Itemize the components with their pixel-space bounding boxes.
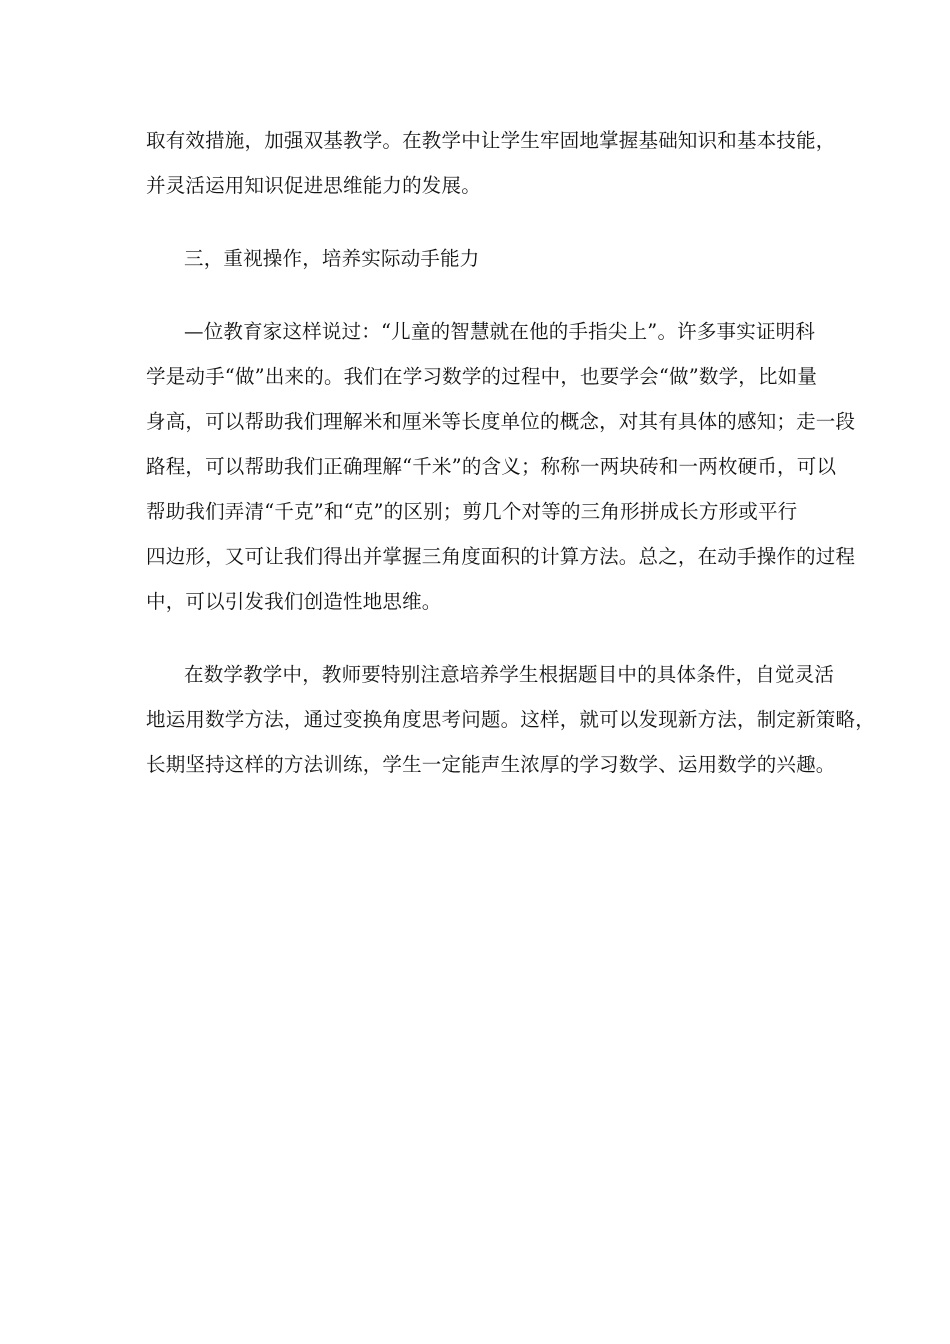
paragraph-line: 帮助我们弄清“千克”和“克”的区别；剪几个对等的三角形拼成长方形或平行 <box>146 500 798 523</box>
paragraph-line: —位教育家这样说过：“儿童的智慧就在他的手指尖上”。许多事实证明科 <box>184 320 816 343</box>
paragraph-line: 地运用数学方法，通过变换角度思考问题。这样，就可以发现新方法，制定新策略， <box>146 708 875 731</box>
paragraph-2 <box>146 309 856 624</box>
paragraph-line: 中，可以引发我们创造性地思维。 <box>146 590 442 613</box>
paragraph-spacer <box>146 208 810 236</box>
paragraph-line: 四边形，又可让我们得出并掌握三角度面积的计算方法。总之，在动手操作的过程 <box>146 545 856 568</box>
paragraph-line: 长期坚持这样的方法训练，学生一定能声生浓厚的学习数学、运用数学的兴趣。 <box>146 753 836 776</box>
paragraph-line: 身高，可以帮助我们理解米和厘米等长度单位的概念，对其有具体的感知；走一段 <box>146 410 856 433</box>
paragraph-spacer <box>146 624 810 652</box>
paragraph-1 <box>146 118 836 208</box>
paragraph-3 <box>146 652 875 787</box>
paragraph-line: 在数学教学中，教师要特别注意培养学生根据题目中的具体条件，自觉灵活 <box>184 663 835 686</box>
section-heading: 三，重视操作，培养实际动手能力 <box>184 247 480 270</box>
paragraph-line: 取有效措施，加强双基教学。在教学中让学生牢固地掌握基础知识和基本技能， <box>146 129 836 152</box>
document-body <box>146 118 875 787</box>
paragraph-line: 路程，可以帮助我们正确理解“千米”的含义；称称一两块砖和一两枚硬币，可以 <box>146 455 837 478</box>
paragraph-line: 并灵活运用知识促进思维能力的发展。 <box>146 174 481 197</box>
paragraph-spacer <box>146 281 810 309</box>
paragraph-line: 学是动手“做”出来的。我们在学习数学的过程中，也要学会“做”数学，比如量 <box>146 365 818 388</box>
